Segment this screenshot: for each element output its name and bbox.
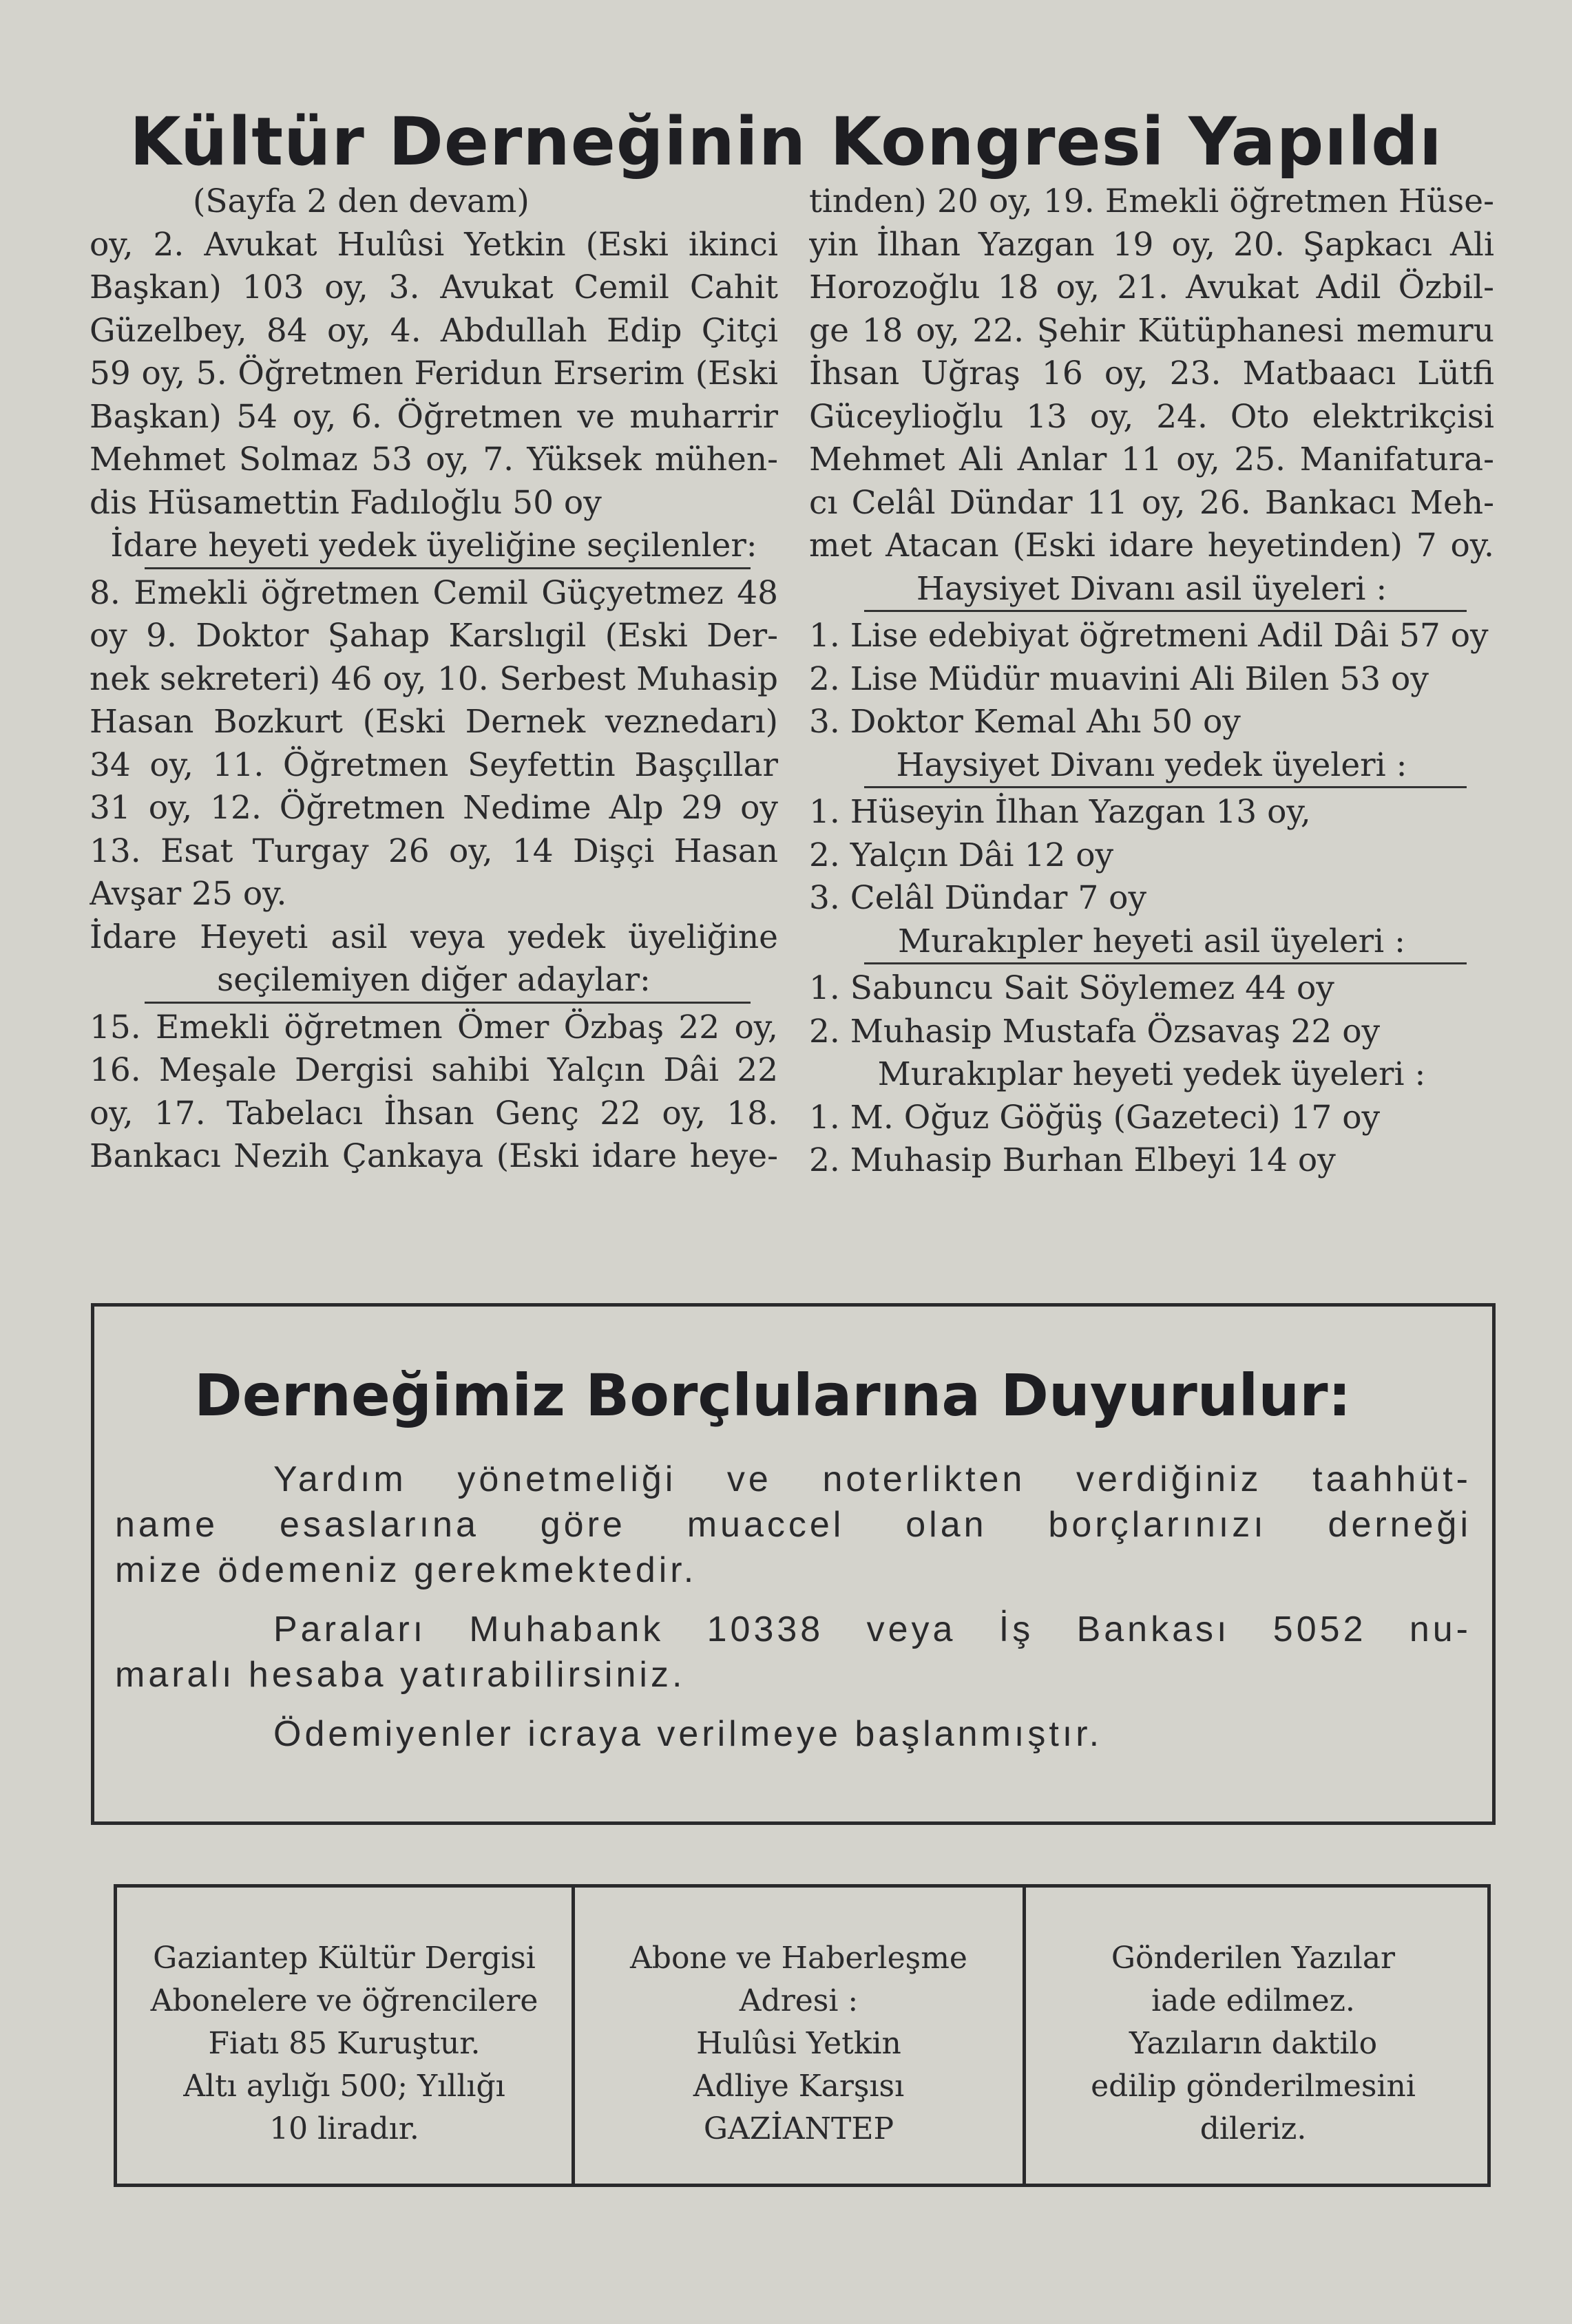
- section-heading: Murakıpler heyeti asil üyeleri :: [809, 920, 1494, 968]
- address-line: GAZİANTEP: [703, 2111, 894, 2146]
- notice-title: Derneğimiz Borçlularına Duyurulur:: [194, 1362, 1352, 1429]
- notes-line: iade edilmez.: [1151, 1983, 1355, 2018]
- section-heading: Haysiyet Divanı yedek üyeleri :: [809, 744, 1494, 792]
- address-line: Adliye Karşısı: [693, 2069, 905, 2104]
- notice-line: mize ödemeniz gerekmektedir.: [115, 1550, 698, 1590]
- list-item: 3. Doktor Kemal Ahı 50 oy: [809, 703, 1241, 741]
- section-heading: Haysiyet Divanı asil üyeleri :: [809, 568, 1494, 615]
- address-line: Abone ve Haberleşme: [630, 1941, 967, 1976]
- address-line: Adresi :: [739, 1983, 859, 2018]
- left-column: [90, 180, 778, 1179]
- subscription-line: Abonelere ve öğrencilere: [150, 1983, 538, 2018]
- text-line: 13. Esat Turgay 26 oy, 14 Dişçi Hasan: [90, 832, 778, 870]
- text-line: İhsan Uğraş 16 oy, 23. Matbaacı Lütfi: [809, 355, 1494, 392]
- text-line: 16. Meşale Dergisi sahibi Yalçın Dâi 22: [90, 1051, 778, 1089]
- notice-line: Ödemiyenler icraya verilmeye başlanmıştır.: [273, 1714, 1103, 1754]
- list-item: 1. Lise edebiyat öğretmeni Adil Dâi 57 oy: [809, 617, 1489, 655]
- submission-notes: [1026, 1888, 1480, 2184]
- text-line: 15. Emekli öğretmen Ömer Özbaş 22 oy,: [90, 1008, 778, 1046]
- section-heading: Murakıplar heyeti yedek üyeleri :: [877, 1055, 1426, 1093]
- text-line: Hasan Bozkurt (Eski Dernek veznedarı): [90, 703, 778, 741]
- footer-info-box: [114, 1884, 1491, 2187]
- subscription-line: Gaziantep Kültür Dergisi: [153, 1941, 536, 1976]
- text-line: Avşar 25 oy.: [90, 875, 287, 913]
- text-line: Başkan) 103 oy, 3. Avukat Cemil Cahit: [90, 268, 778, 306]
- text-line: met Atacan (Eski idare heyetinden) 7 oy.: [809, 527, 1494, 564]
- text-line: tinden) 20 oy, 19. Emekli öğretmen Hüse-: [809, 182, 1494, 220]
- text-line: oy, 17. Tabelacı İhsan Genç 22 oy, 18.: [90, 1094, 778, 1132]
- notice-paragraph: [115, 1711, 1471, 1757]
- notice-body: [115, 1457, 1471, 1771]
- notes-line: edilip gönderilmesini: [1091, 2069, 1416, 2104]
- subscription-line: Fiatı 85 Kuruştur.: [208, 2026, 481, 2061]
- notice-paragraph: [115, 1457, 1471, 1593]
- page-title: Kültür Derneğinin Kongresi Yapıldı: [129, 103, 1443, 180]
- notes-line: Yazıların daktilo: [1129, 2026, 1378, 2061]
- text-line: Mehmet Ali Anlar 11 oy, 25. Manifatura-: [809, 441, 1494, 478]
- text-line: Mehmet Solmaz 53 oy, 7. Yüksek mühen-: [90, 441, 778, 478]
- text-line: İdare Heyeti asil veya yedek üyeliğine: [90, 918, 778, 956]
- text-line: Güceylioğlu 13 oy, 24. Oto elektrikçisi: [809, 397, 1494, 436]
- text-line: 8. Emekli öğretmen Cemil Güçyetmez 48: [90, 573, 778, 612]
- list-item: 1. M. Oğuz Göğüş (Gazeteci) 17 oy: [809, 1098, 1381, 1137]
- list-item: 1. Hüseyin İlhan Yazgan 13 oy,: [809, 793, 1311, 831]
- list-item: 2. Lise Müdür muavini Ali Bilen 53 oy: [809, 659, 1429, 698]
- notice-line: name esaslarına göre muaccel olan borçlarınızı derneği: [115, 1505, 1471, 1545]
- text-line: Horozoğlu 18 oy, 21. Avukat Adil Özbil-: [809, 268, 1494, 306]
- notice-paragraph: [115, 1607, 1471, 1698]
- address-info: [572, 1888, 1026, 2184]
- list-item: 1. Sabuncu Sait Söylemez 44 oy: [809, 969, 1334, 1007]
- text-line: oy 9. Doktor Şahap Karslıgil (Eski Der-: [90, 617, 778, 655]
- right-column: [809, 180, 1494, 1183]
- notes-line: dileriz.: [1199, 2111, 1307, 2146]
- text-line: nek sekreteri) 46 oy, 10. Serbest Muhasip: [90, 659, 778, 698]
- continuation-note: (Sayfa 2 den devam): [193, 182, 530, 220]
- text-line: ge 18 oy, 22. Şehir Kütüphanesi memuru: [809, 311, 1494, 350]
- list-item: 2. Muhasip Mustafa Özsavaş 22 oy: [809, 1012, 1381, 1050]
- text-line: dis Hüsamettin Fadıloğlu 50 oy: [90, 483, 602, 522]
- text-line: Başkan) 54 oy, 6. Öğretmen ve muharrir: [90, 397, 778, 436]
- debtors-notice-box: [91, 1303, 1496, 1825]
- section-heading: İdare heyeti yedek üyeliğine seçilenler:: [90, 525, 778, 572]
- notice-line: Yardım yönetmeliği ve noterlikten verdiğiniz taahhüt-: [273, 1459, 1471, 1499]
- subscription-info: [117, 1888, 572, 2184]
- text-line: 31 oy, 12. Öğretmen Nedime Alp 29 oy: [90, 789, 778, 827]
- text-line: Güzelbey, 84 oy, 4. Abdullah Edip Çitçi: [90, 311, 778, 350]
- notice-line: Paraları Muhabank 10338 veya İş Bankası 5052 nu-: [273, 1609, 1471, 1649]
- text-line: yin İlhan Yazgan 19 oy, 20. Şapkacı Ali: [809, 225, 1494, 264]
- list-item: 3. Celâl Dündar 7 oy: [809, 879, 1147, 917]
- notes-line: Gönderilen Yazılar: [1111, 1941, 1396, 1976]
- section-heading: seçilemiyen diğer adaylar:: [90, 959, 778, 1006]
- address-line: Hulûsi Yetkin: [696, 2026, 901, 2061]
- text-line: oy, 2. Avukat Hulûsi Yetkin (Eski ikinci: [90, 225, 778, 264]
- text-line: Bankacı Nezih Çankaya (Eski idare heye-: [90, 1137, 778, 1175]
- text-line: cı Celâl Dündar 11 oy, 26. Bankacı Meh-: [809, 483, 1494, 522]
- subscription-line: 10 liradır.: [269, 2111, 419, 2146]
- text-line: 34 oy, 11. Öğretmen Seyfettin Başçıllar: [90, 746, 778, 784]
- text-line: 59 oy, 5. Öğretmen Feridun Erserim (Eski: [90, 355, 778, 392]
- list-item: 2. Muhasip Burhan Elbeyi 14 oy: [809, 1141, 1336, 1179]
- list-item: 2. Yalçın Dâi 12 oy: [809, 836, 1114, 874]
- subscription-line: Altı aylığı 500; Yıllığı: [183, 2069, 505, 2104]
- notice-line: maralı hesaba yatırabilirsiniz.: [115, 1655, 686, 1695]
